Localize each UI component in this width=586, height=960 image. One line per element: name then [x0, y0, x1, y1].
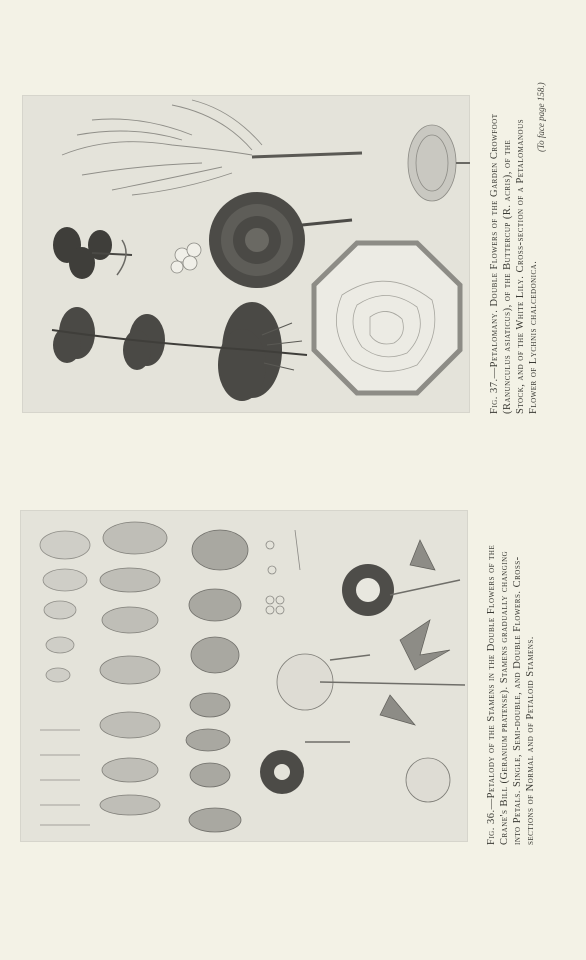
caption-line: Stock, and of the White Lily. Cross-section of a Petalomanous: [515, 118, 526, 414]
caption-line: sections of Normal and of Petaloid Stamens.: [525, 636, 536, 845]
petal-series-row-2: [100, 522, 167, 815]
figure-36-plate: [20, 510, 468, 842]
figure-36-caption: [485, 505, 537, 845]
buttercup-drawing: [53, 302, 282, 401]
petal-series-row-3: [186, 530, 248, 832]
caption-line: into Petals. Single, Semi-double, and Double Flowers. Cross-: [512, 556, 523, 845]
caption-line: Fig. 36.—Petalody of the Stamens in the Double Flowers of the: [486, 544, 497, 845]
caption-line: (Ranunculus asiaticus), of the Buttercup (R. acris), of the: [502, 139, 513, 414]
caption-line: Crane's Bill (Geranium pratense). Stamens gradually changing: [499, 550, 510, 845]
figure-37-caption: [488, 84, 540, 414]
figure-37-illustration: [22, 95, 470, 413]
figure-37-plate: [22, 95, 470, 413]
petal-series-row-1: [40, 531, 90, 682]
white-lily-drawing: [62, 100, 262, 195]
caption-line: Flower of Lychnis chalcedonica.: [528, 260, 539, 414]
figure-36-illustration: [20, 510, 468, 842]
garden-crowfoot-drawing: [209, 192, 305, 288]
face-page-note: (To face page 158.): [536, 82, 546, 152]
caption-line: Fig. 37.—Petalomany. Double Flowers of the Garden Crowfoot: [489, 113, 500, 414]
